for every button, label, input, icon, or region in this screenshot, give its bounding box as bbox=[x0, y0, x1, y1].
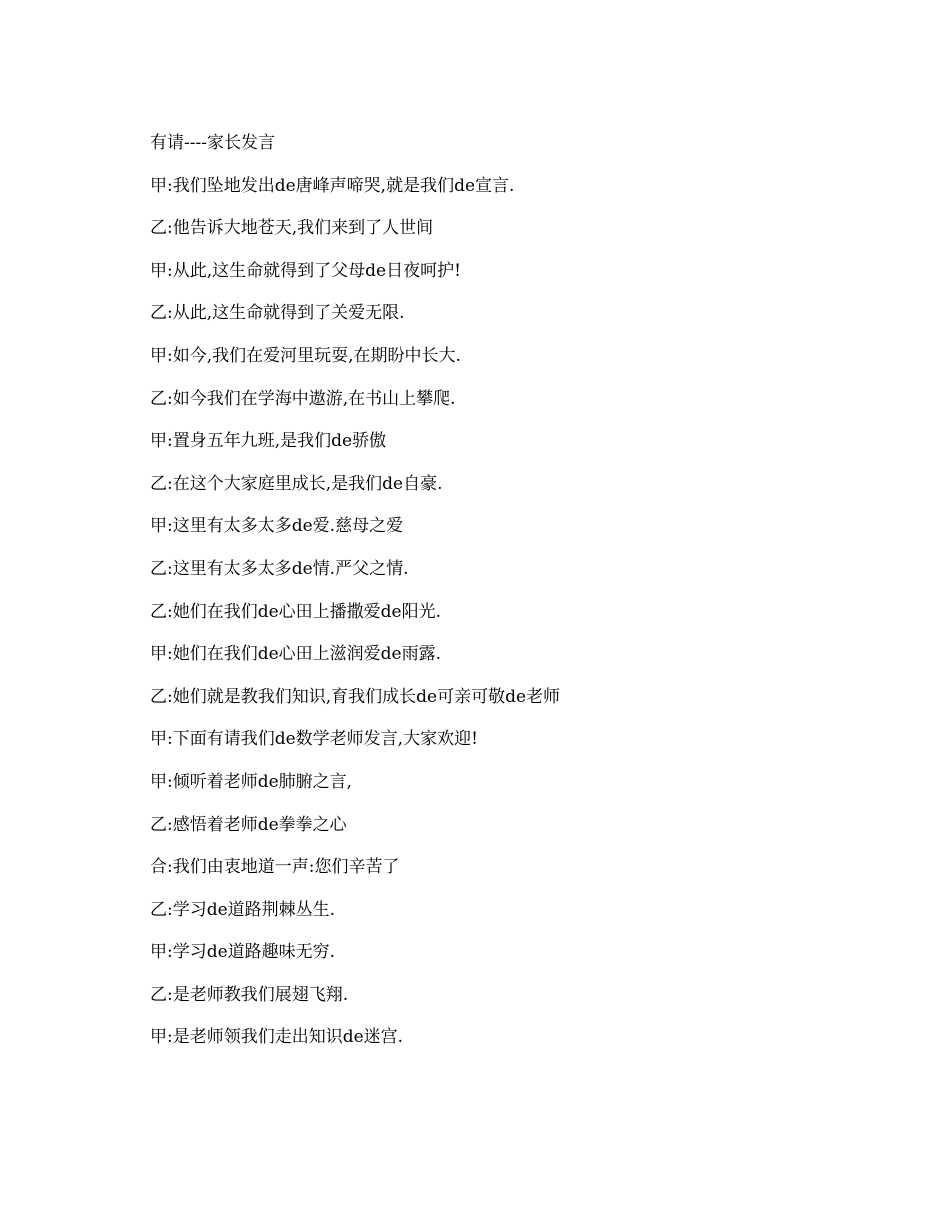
text-line: 乙:从此,这生命就得到了关爱无限. bbox=[150, 303, 405, 324]
text-line: 合:我们由衷地道一声:您们辛苦了 bbox=[150, 857, 400, 878]
text-line: 乙:她们在我们de心田上播撒爱de阳光. bbox=[150, 601, 442, 622]
text-line: 甲:下面有请我们de数学老师发言,大家欢迎! bbox=[150, 729, 478, 750]
text-line: 乙:他告诉大地苍天,我们来到了人世间 bbox=[150, 218, 434, 239]
text-line: 乙:感悟着老师de拳拳之心 bbox=[150, 814, 347, 835]
text-line: 甲:从此,这生命就得到了父母de日夜呵护! bbox=[150, 260, 461, 281]
text-line: 甲:倾听着老师de肺腑之言, bbox=[150, 771, 353, 792]
text-line: 乙:如今我们在学海中遨游,在书山上攀爬. bbox=[150, 388, 456, 409]
text-line: 甲:她们在我们de心田上滋润爱de雨露. bbox=[150, 644, 442, 665]
text-line: 甲:学习de道路趣味无穷. bbox=[150, 942, 336, 963]
text-line: 甲:置身五年九班,是我们de骄傲 bbox=[150, 431, 387, 452]
text-line: 乙:她们就是教我们知识,育我们成长de可亲可敬de老师 bbox=[150, 686, 561, 707]
text-line: 乙:这里有太多太多de情.严父之情. bbox=[150, 558, 409, 579]
text-line: 有请----家长发言 bbox=[150, 133, 275, 153]
document-body bbox=[150, 130, 850, 1067]
text-line: 乙:在这个大家庭里成长,是我们de自豪. bbox=[150, 473, 443, 494]
text-line: 甲:如今,我们在爱河里玩耍,在期盼中长大. bbox=[150, 345, 461, 366]
text-line: 乙:学习de道路荆棘丛生. bbox=[150, 899, 336, 920]
text-line: 甲:我们坠地发出de唐峰声啼哭,就是我们de宣言. bbox=[150, 175, 515, 196]
text-line: 甲:是老师领我们走出知识de迷宫. bbox=[150, 1027, 404, 1048]
text-line: 甲:这里有太多太多de爱.慈母之爱 bbox=[150, 516, 404, 537]
text-line: 乙:是老师教我们展翅飞翔. bbox=[150, 984, 349, 1005]
